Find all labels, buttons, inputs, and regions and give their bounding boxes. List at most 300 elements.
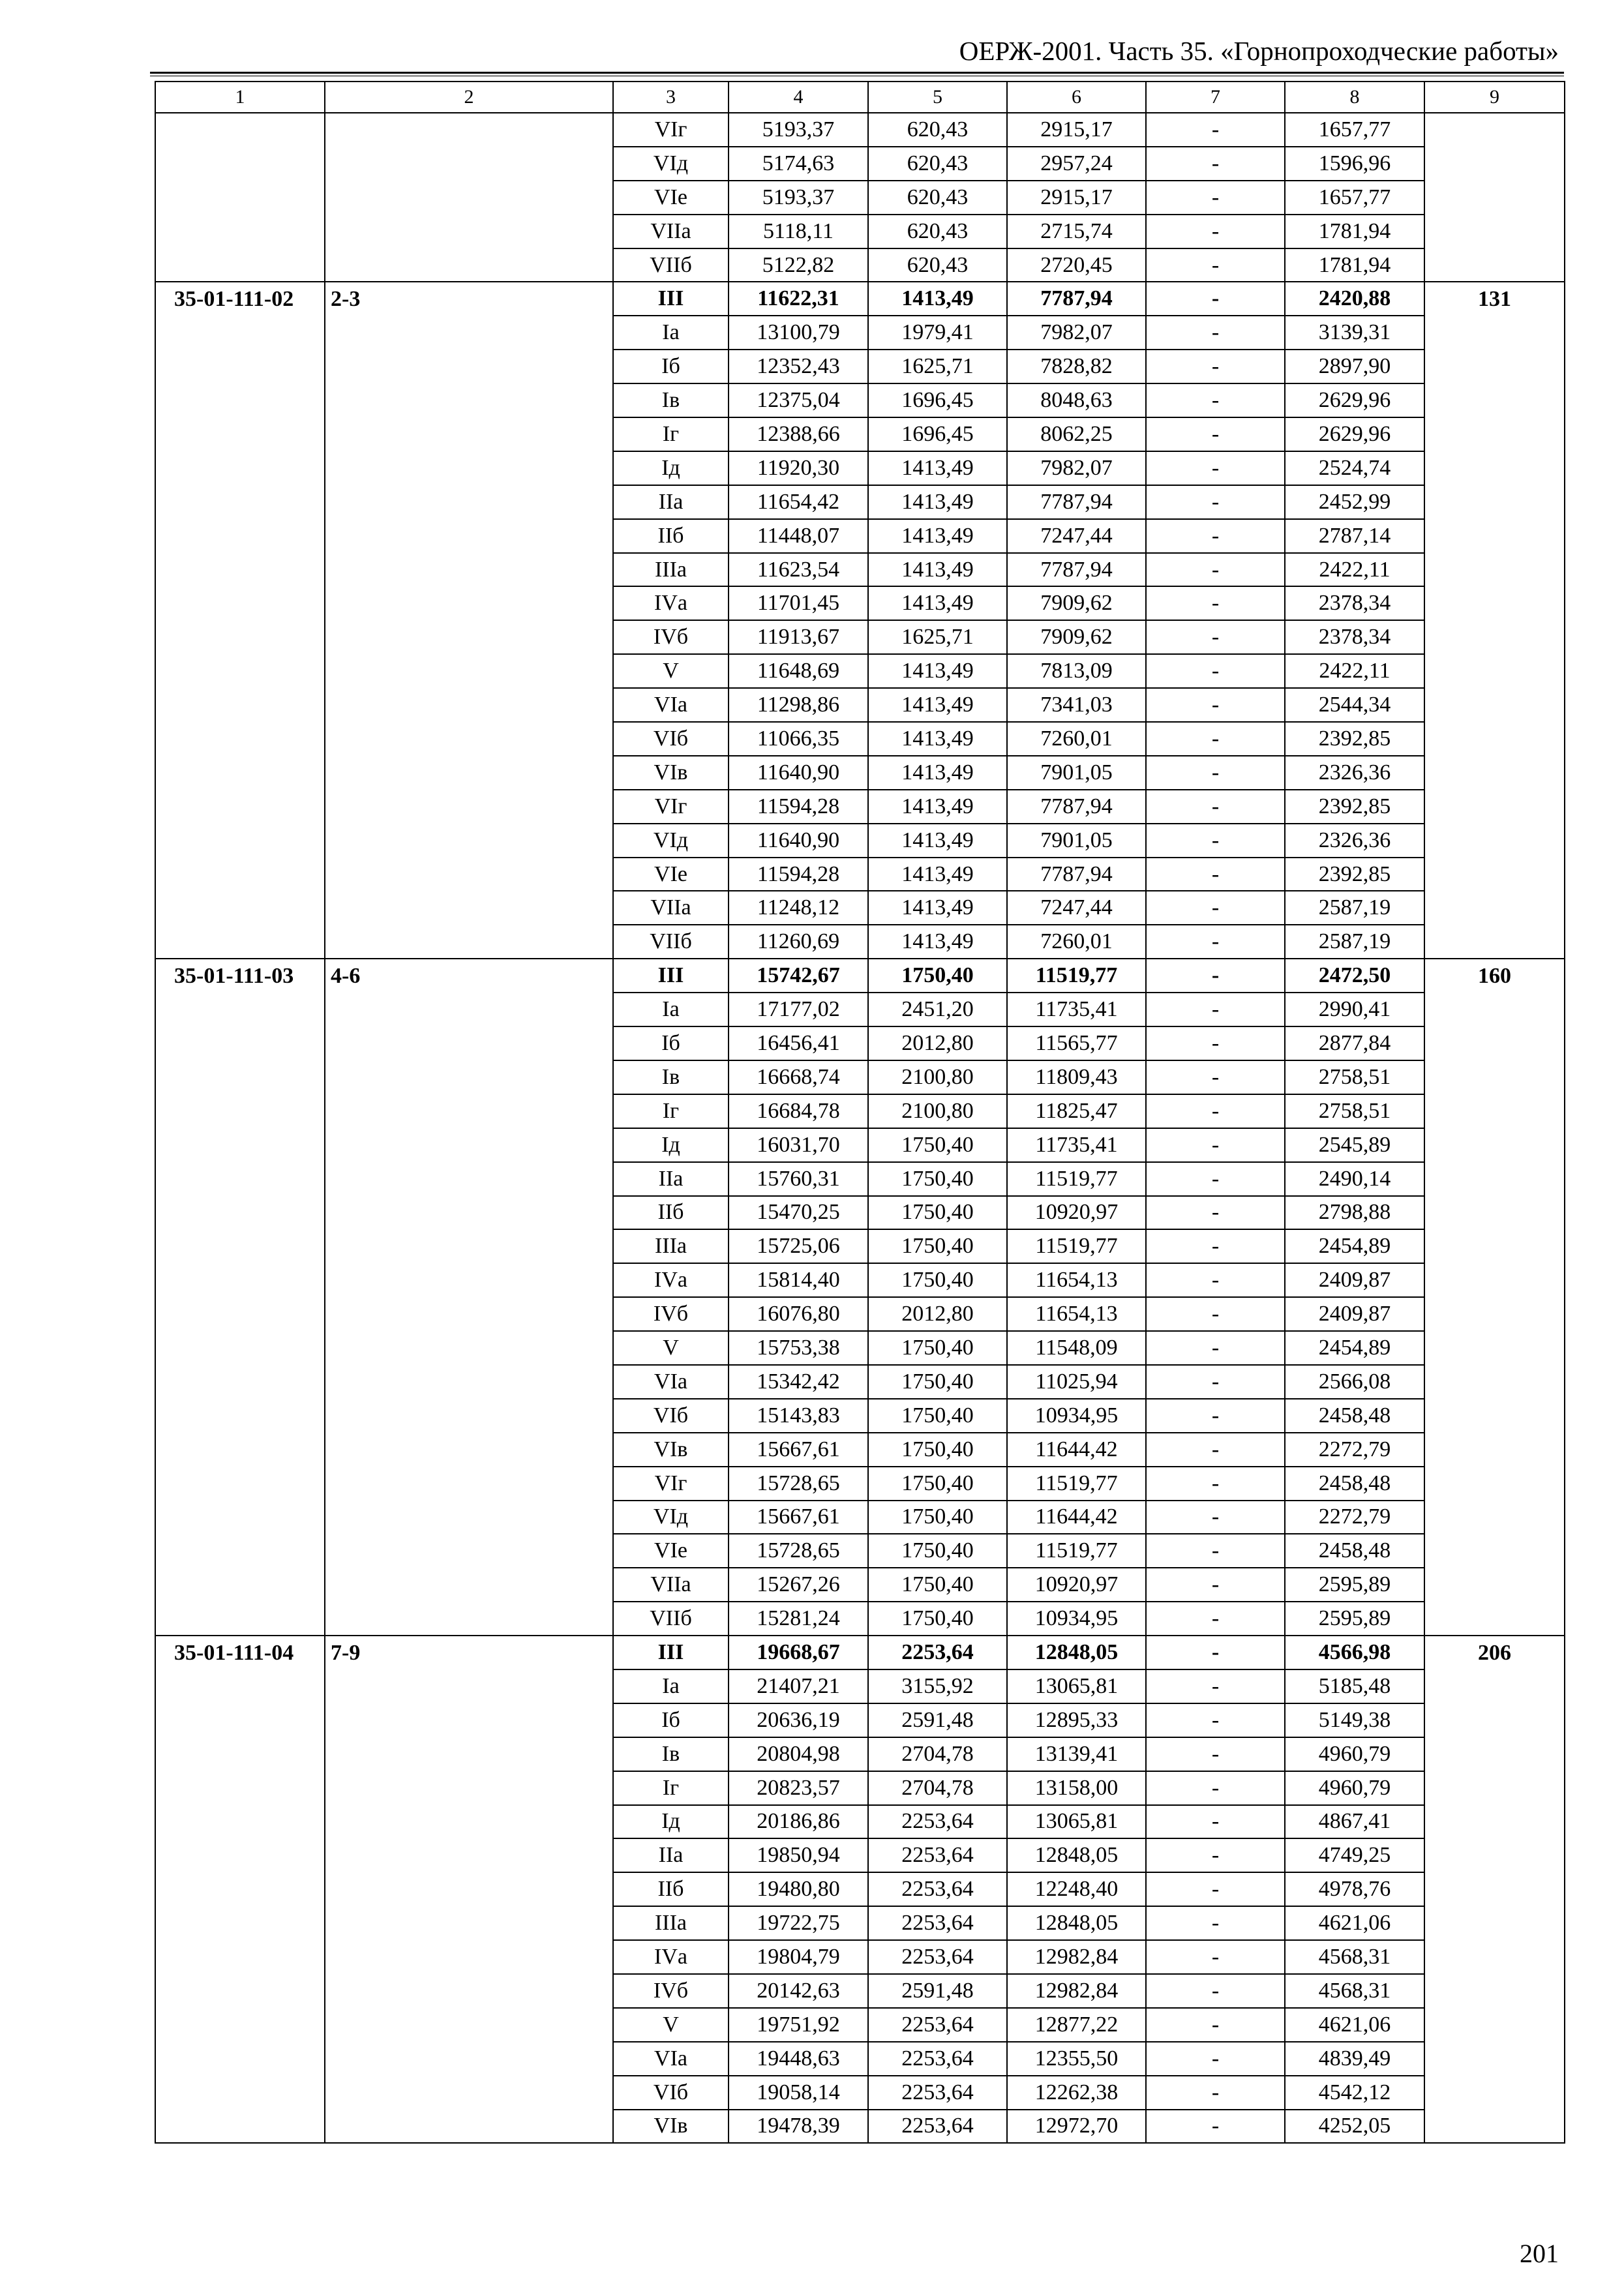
materials-cell: 2758,51 bbox=[1285, 1094, 1424, 1128]
machines-cell: 12848,05 bbox=[1007, 1636, 1146, 1669]
condition-cell: Iб bbox=[613, 1703, 729, 1737]
condition-cell: VIIб bbox=[613, 248, 729, 282]
total-cost-cell: 19058,14 bbox=[729, 2076, 868, 2110]
driver-wages-cell: - bbox=[1146, 1196, 1285, 1230]
total-cost-cell: 19850,94 bbox=[729, 1838, 868, 1872]
table-row-main bbox=[155, 282, 1565, 316]
machines-cell: 12972,70 bbox=[1007, 2110, 1146, 2144]
condition-cell: VIе bbox=[613, 858, 729, 891]
total-cost-cell: 15725,06 bbox=[729, 1229, 868, 1263]
machines-cell: 7901,05 bbox=[1007, 824, 1146, 858]
condition-cell: IVб bbox=[613, 620, 729, 654]
driver-wages-cell: - bbox=[1146, 519, 1285, 553]
driver-wages-cell: - bbox=[1146, 1872, 1285, 1906]
driver-wages-cell: - bbox=[1146, 1906, 1285, 1940]
materials-cell: 4542,12 bbox=[1285, 2076, 1424, 2110]
condition-cell: V bbox=[613, 654, 729, 688]
wages-cell: 1750,40 bbox=[868, 959, 1007, 993]
total-cost-cell: 5174,63 bbox=[729, 147, 868, 181]
condition-cell: VIг bbox=[613, 1467, 729, 1501]
total-cost-cell: 20636,19 bbox=[729, 1703, 868, 1737]
machines-cell: 7982,07 bbox=[1007, 316, 1146, 350]
driver-wages-cell: - bbox=[1146, 1602, 1285, 1636]
wages-cell: 2253,64 bbox=[868, 1906, 1007, 1940]
total-cost-cell: 21407,21 bbox=[729, 1669, 868, 1703]
wages-cell: 1413,49 bbox=[868, 282, 1007, 316]
wages-cell: 2591,48 bbox=[868, 1974, 1007, 2008]
condition-cell: VIд bbox=[613, 1501, 729, 1534]
condition-cell: IIа bbox=[613, 1838, 729, 1872]
column-number-7: 7 bbox=[1146, 82, 1285, 113]
total-cost-cell: 11913,67 bbox=[729, 620, 868, 654]
condition-cell: Iб bbox=[613, 350, 729, 383]
condition-cell: Iг bbox=[613, 417, 729, 451]
driver-wages-cell: - bbox=[1146, 722, 1285, 756]
driver-wages-cell: - bbox=[1146, 1974, 1285, 2008]
total-cost-cell: 16456,41 bbox=[729, 1026, 868, 1060]
machines-cell: 10934,95 bbox=[1007, 1602, 1146, 1636]
materials-cell: 2545,89 bbox=[1285, 1128, 1424, 1162]
driver-wages-cell: - bbox=[1146, 2076, 1285, 2110]
wages-cell: 620,43 bbox=[868, 248, 1007, 282]
materials-cell: 2990,41 bbox=[1285, 993, 1424, 1026]
condition-cell: VIIб bbox=[613, 1602, 729, 1636]
driver-wages-cell: - bbox=[1146, 1805, 1285, 1839]
wages-cell: 2591,48 bbox=[868, 1703, 1007, 1737]
total-cost-cell: 5118,11 bbox=[729, 215, 868, 248]
range-cell: 7-9 bbox=[325, 1636, 613, 2143]
column-number-9: 9 bbox=[1424, 82, 1565, 113]
driver-wages-cell: - bbox=[1146, 2008, 1285, 2042]
materials-cell: 4978,76 bbox=[1285, 1872, 1424, 1906]
materials-cell: 2378,34 bbox=[1285, 620, 1424, 654]
condition-cell: Iд bbox=[613, 1805, 729, 1839]
wages-cell: 2451,20 bbox=[868, 993, 1007, 1026]
condition-cell: VIв bbox=[613, 756, 729, 790]
driver-wages-cell: - bbox=[1146, 654, 1285, 688]
materials-cell: 1657,77 bbox=[1285, 113, 1424, 147]
condition-cell: IVа bbox=[613, 1263, 729, 1297]
machines-cell: 11809,43 bbox=[1007, 1060, 1146, 1094]
driver-wages-cell: - bbox=[1146, 858, 1285, 891]
driver-wages-cell: - bbox=[1146, 790, 1285, 824]
driver-wages-cell: - bbox=[1146, 1094, 1285, 1128]
materials-cell: 4568,31 bbox=[1285, 1974, 1424, 2008]
materials-cell: 2454,89 bbox=[1285, 1331, 1424, 1365]
machines-cell: 11519,77 bbox=[1007, 1534, 1146, 1568]
table-body bbox=[155, 82, 1565, 2143]
condition-cell: Iв bbox=[613, 1737, 729, 1771]
index-cell: 131 bbox=[1424, 282, 1565, 959]
total-cost-cell: 11701,45 bbox=[729, 586, 868, 620]
total-cost-cell: 12375,04 bbox=[729, 383, 868, 417]
wages-cell: 2253,64 bbox=[868, 1838, 1007, 1872]
driver-wages-cell: - bbox=[1146, 1331, 1285, 1365]
machines-cell: 2915,17 bbox=[1007, 113, 1146, 147]
wages-cell: 1413,49 bbox=[868, 485, 1007, 519]
condition-cell: VIв bbox=[613, 1433, 729, 1467]
wages-cell: 2253,64 bbox=[868, 2008, 1007, 2042]
wages-cell: 2253,64 bbox=[868, 2076, 1007, 2110]
driver-wages-cell: - bbox=[1146, 620, 1285, 654]
machines-cell: 11735,41 bbox=[1007, 1128, 1146, 1162]
driver-wages-cell: - bbox=[1146, 1297, 1285, 1331]
machines-cell: 12982,84 bbox=[1007, 1940, 1146, 1974]
driver-wages-cell: - bbox=[1146, 1838, 1285, 1872]
column-number-4: 4 bbox=[729, 82, 868, 113]
total-cost-cell: 11640,90 bbox=[729, 824, 868, 858]
wages-cell: 1696,45 bbox=[868, 417, 1007, 451]
materials-cell: 2422,11 bbox=[1285, 553, 1424, 587]
index-cell: 206 bbox=[1424, 1636, 1565, 2143]
column-number-3: 3 bbox=[613, 82, 729, 113]
materials-cell: 2272,79 bbox=[1285, 1433, 1424, 1467]
column-number-6: 6 bbox=[1007, 82, 1146, 113]
condition-cell: VIб bbox=[613, 2076, 729, 2110]
driver-wages-cell: - bbox=[1146, 688, 1285, 722]
wages-cell: 1413,49 bbox=[868, 722, 1007, 756]
materials-cell: 2587,19 bbox=[1285, 891, 1424, 925]
driver-wages-cell: - bbox=[1146, 1263, 1285, 1297]
wages-cell: 1625,71 bbox=[868, 620, 1007, 654]
materials-cell: 2877,84 bbox=[1285, 1026, 1424, 1060]
materials-cell: 2458,48 bbox=[1285, 1534, 1424, 1568]
total-cost-cell: 15742,67 bbox=[729, 959, 868, 993]
materials-cell: 2452,99 bbox=[1285, 485, 1424, 519]
total-cost-cell: 15267,26 bbox=[729, 1568, 868, 1602]
machines-cell: 11519,77 bbox=[1007, 1162, 1146, 1196]
materials-cell: 2392,85 bbox=[1285, 858, 1424, 891]
page-number: 201 bbox=[1520, 2239, 1559, 2268]
wages-cell: 2100,80 bbox=[868, 1060, 1007, 1094]
total-cost-cell: 16668,74 bbox=[729, 1060, 868, 1094]
condition-cell: VIг bbox=[613, 113, 729, 147]
condition-cell: IVб bbox=[613, 1974, 729, 2008]
machines-cell: 7787,94 bbox=[1007, 553, 1146, 587]
materials-cell: 2458,48 bbox=[1285, 1399, 1424, 1433]
machines-cell: 11735,41 bbox=[1007, 993, 1146, 1026]
wages-cell: 1413,49 bbox=[868, 756, 1007, 790]
driver-wages-cell: - bbox=[1146, 1737, 1285, 1771]
machines-cell: 13065,81 bbox=[1007, 1805, 1146, 1839]
driver-wages-cell: - bbox=[1146, 316, 1285, 350]
total-cost-cell: 11622,31 bbox=[729, 282, 868, 316]
materials-cell: 5149,38 bbox=[1285, 1703, 1424, 1737]
materials-cell: 2378,34 bbox=[1285, 586, 1424, 620]
total-cost-cell: 15342,42 bbox=[729, 1365, 868, 1399]
driver-wages-cell: - bbox=[1146, 1026, 1285, 1060]
materials-cell: 2392,85 bbox=[1285, 722, 1424, 756]
header-divider bbox=[150, 72, 1564, 76]
machines-cell: 11644,42 bbox=[1007, 1433, 1146, 1467]
driver-wages-cell: - bbox=[1146, 485, 1285, 519]
driver-wages-cell: - bbox=[1146, 1940, 1285, 1974]
wages-cell: 1413,49 bbox=[868, 519, 1007, 553]
machines-cell: 11519,77 bbox=[1007, 1467, 1146, 1501]
driver-wages-cell: - bbox=[1146, 1534, 1285, 1568]
total-cost-cell: 11648,69 bbox=[729, 654, 868, 688]
machines-cell: 8062,25 bbox=[1007, 417, 1146, 451]
total-cost-cell: 11066,35 bbox=[729, 722, 868, 756]
machines-cell: 13065,81 bbox=[1007, 1669, 1146, 1703]
wages-cell: 1750,40 bbox=[868, 1467, 1007, 1501]
materials-cell: 2454,89 bbox=[1285, 1229, 1424, 1263]
wages-cell: 1625,71 bbox=[868, 350, 1007, 383]
materials-cell: 5185,48 bbox=[1285, 1669, 1424, 1703]
condition-cell: IIIа bbox=[613, 1906, 729, 1940]
machines-cell: 7787,94 bbox=[1007, 790, 1146, 824]
wages-cell: 3155,92 bbox=[868, 1669, 1007, 1703]
code-cell: 35-01-111-02 bbox=[155, 282, 325, 959]
wages-cell: 1979,41 bbox=[868, 316, 1007, 350]
materials-cell: 2798,88 bbox=[1285, 1196, 1424, 1230]
wages-cell: 620,43 bbox=[868, 147, 1007, 181]
wages-cell: 1750,40 bbox=[868, 1433, 1007, 1467]
driver-wages-cell: - bbox=[1146, 282, 1285, 316]
total-cost-cell: 11594,28 bbox=[729, 858, 868, 891]
machines-cell: 13158,00 bbox=[1007, 1771, 1146, 1805]
materials-cell: 2629,96 bbox=[1285, 383, 1424, 417]
condition-cell: Iа bbox=[613, 316, 729, 350]
total-cost-cell: 15143,83 bbox=[729, 1399, 868, 1433]
wages-cell: 2253,64 bbox=[868, 1872, 1007, 1906]
wages-cell: 1696,45 bbox=[868, 383, 1007, 417]
condition-cell: Iг bbox=[613, 1094, 729, 1128]
total-cost-cell: 15814,40 bbox=[729, 1263, 868, 1297]
wages-cell: 1413,49 bbox=[868, 654, 1007, 688]
materials-cell: 4960,79 bbox=[1285, 1737, 1424, 1771]
driver-wages-cell: - bbox=[1146, 147, 1285, 181]
wages-cell: 1413,49 bbox=[868, 451, 1007, 485]
code-cell: 35-01-111-03 bbox=[155, 959, 325, 1636]
total-cost-cell: 19480,80 bbox=[729, 1872, 868, 1906]
machines-cell: 7909,62 bbox=[1007, 586, 1146, 620]
driver-wages-cell: - bbox=[1146, 993, 1285, 1026]
condition-cell: III bbox=[613, 1636, 729, 1669]
index-cell: 160 bbox=[1424, 959, 1565, 1636]
machines-cell: 12848,05 bbox=[1007, 1838, 1146, 1872]
materials-cell: 2566,08 bbox=[1285, 1365, 1424, 1399]
driver-wages-cell: - bbox=[1146, 891, 1285, 925]
wages-cell: 2253,64 bbox=[868, 1940, 1007, 1974]
total-cost-cell: 16684,78 bbox=[729, 1094, 868, 1128]
total-cost-cell: 5193,37 bbox=[729, 113, 868, 147]
wages-cell: 1750,40 bbox=[868, 1568, 1007, 1602]
total-cost-cell: 15667,61 bbox=[729, 1501, 868, 1534]
total-cost-cell: 17177,02 bbox=[729, 993, 868, 1026]
machines-cell: 12982,84 bbox=[1007, 1974, 1146, 2008]
wages-cell: 2253,64 bbox=[868, 1805, 1007, 1839]
machines-cell: 7260,01 bbox=[1007, 722, 1146, 756]
condition-cell: VIб bbox=[613, 722, 729, 756]
machines-cell: 10934,95 bbox=[1007, 1399, 1146, 1433]
range-cell bbox=[325, 113, 613, 282]
wages-cell: 1750,40 bbox=[868, 1534, 1007, 1568]
condition-cell: VIв bbox=[613, 2110, 729, 2144]
driver-wages-cell: - bbox=[1146, 248, 1285, 282]
condition-cell: III bbox=[613, 282, 729, 316]
driver-wages-cell: - bbox=[1146, 1568, 1285, 1602]
machines-cell: 11025,94 bbox=[1007, 1365, 1146, 1399]
wages-cell: 2100,80 bbox=[868, 1094, 1007, 1128]
machines-cell: 11565,77 bbox=[1007, 1026, 1146, 1060]
driver-wages-cell: - bbox=[1146, 1467, 1285, 1501]
machines-cell: 12248,40 bbox=[1007, 1872, 1146, 1906]
wages-cell: 1750,40 bbox=[868, 1501, 1007, 1534]
machines-cell: 12877,22 bbox=[1007, 2008, 1146, 2042]
materials-cell: 2422,11 bbox=[1285, 654, 1424, 688]
driver-wages-cell: - bbox=[1146, 2042, 1285, 2076]
wages-cell: 2704,78 bbox=[868, 1737, 1007, 1771]
driver-wages-cell: - bbox=[1146, 2110, 1285, 2144]
driver-wages-cell: - bbox=[1146, 1229, 1285, 1263]
condition-cell: Iб bbox=[613, 1026, 729, 1060]
wages-cell: 2012,80 bbox=[868, 1026, 1007, 1060]
total-cost-cell: 15667,61 bbox=[729, 1433, 868, 1467]
wages-cell: 1750,40 bbox=[868, 1365, 1007, 1399]
condition-cell: VIIа bbox=[613, 215, 729, 248]
condition-cell: Iв bbox=[613, 1060, 729, 1094]
machines-cell: 8048,63 bbox=[1007, 383, 1146, 417]
wages-cell: 2704,78 bbox=[868, 1771, 1007, 1805]
driver-wages-cell: - bbox=[1146, 959, 1285, 993]
materials-cell: 2458,48 bbox=[1285, 1467, 1424, 1501]
total-cost-cell: 16031,70 bbox=[729, 1128, 868, 1162]
machines-cell: 7828,82 bbox=[1007, 350, 1146, 383]
machines-cell: 10920,97 bbox=[1007, 1568, 1146, 1602]
total-cost-cell: 19448,63 bbox=[729, 2042, 868, 2076]
wages-cell: 1413,49 bbox=[868, 925, 1007, 959]
machines-cell: 12355,50 bbox=[1007, 2042, 1146, 2076]
condition-cell: Iа bbox=[613, 993, 729, 1026]
condition-cell: V bbox=[613, 2008, 729, 2042]
wages-cell: 1413,49 bbox=[868, 688, 1007, 722]
table-row-main bbox=[155, 959, 1565, 993]
total-cost-cell: 11640,90 bbox=[729, 756, 868, 790]
wages-cell: 1750,40 bbox=[868, 1399, 1007, 1433]
materials-cell: 1596,96 bbox=[1285, 147, 1424, 181]
machines-cell: 11825,47 bbox=[1007, 1094, 1146, 1128]
total-cost-cell: 11594,28 bbox=[729, 790, 868, 824]
wages-cell: 2253,64 bbox=[868, 2110, 1007, 2144]
machines-cell: 7787,94 bbox=[1007, 858, 1146, 891]
materials-cell: 2595,89 bbox=[1285, 1568, 1424, 1602]
materials-cell: 2326,36 bbox=[1285, 756, 1424, 790]
total-cost-cell: 15728,65 bbox=[729, 1534, 868, 1568]
machines-cell: 7341,03 bbox=[1007, 688, 1146, 722]
machines-cell: 11654,13 bbox=[1007, 1297, 1146, 1331]
total-cost-cell: 16076,80 bbox=[729, 1297, 868, 1331]
materials-cell: 2409,87 bbox=[1285, 1297, 1424, 1331]
machines-cell: 7260,01 bbox=[1007, 925, 1146, 959]
condition-cell: Iд bbox=[613, 1128, 729, 1162]
machines-cell: 2957,24 bbox=[1007, 147, 1146, 181]
materials-cell: 2420,88 bbox=[1285, 282, 1424, 316]
materials-cell: 1781,94 bbox=[1285, 215, 1424, 248]
materials-cell: 1781,94 bbox=[1285, 248, 1424, 282]
condition-cell: IVа bbox=[613, 1940, 729, 1974]
wages-cell: 1750,40 bbox=[868, 1196, 1007, 1230]
materials-cell: 4252,05 bbox=[1285, 2110, 1424, 2144]
condition-cell: VIIа bbox=[613, 1568, 729, 1602]
condition-cell: VIе bbox=[613, 1534, 729, 1568]
total-cost-cell: 11248,12 bbox=[729, 891, 868, 925]
wages-cell: 1413,49 bbox=[868, 553, 1007, 587]
machines-cell: 7247,44 bbox=[1007, 519, 1146, 553]
condition-cell: VIе bbox=[613, 181, 729, 215]
condition-cell: IIб bbox=[613, 1196, 729, 1230]
total-cost-cell: 20804,98 bbox=[729, 1737, 868, 1771]
materials-cell: 2595,89 bbox=[1285, 1602, 1424, 1636]
total-cost-cell: 5122,82 bbox=[729, 248, 868, 282]
condition-cell: Iв bbox=[613, 383, 729, 417]
total-cost-cell: 11260,69 bbox=[729, 925, 868, 959]
price-table bbox=[155, 81, 1565, 2144]
column-number-2: 2 bbox=[325, 82, 613, 113]
materials-cell: 4749,25 bbox=[1285, 1838, 1424, 1872]
wages-cell: 1750,40 bbox=[868, 1229, 1007, 1263]
condition-cell: Iа bbox=[613, 1669, 729, 1703]
wages-cell: 620,43 bbox=[868, 113, 1007, 147]
driver-wages-cell: - bbox=[1146, 1128, 1285, 1162]
index-cell bbox=[1424, 113, 1565, 282]
wages-cell: 1413,49 bbox=[868, 586, 1007, 620]
wages-cell: 1750,40 bbox=[868, 1331, 1007, 1365]
wages-cell: 1413,49 bbox=[868, 891, 1007, 925]
machines-cell: 11654,13 bbox=[1007, 1263, 1146, 1297]
condition-cell: IIб bbox=[613, 519, 729, 553]
machines-cell: 7813,09 bbox=[1007, 654, 1146, 688]
total-cost-cell: 15760,31 bbox=[729, 1162, 868, 1196]
driver-wages-cell: - bbox=[1146, 1669, 1285, 1703]
total-cost-cell: 15281,24 bbox=[729, 1602, 868, 1636]
materials-cell: 2409,87 bbox=[1285, 1263, 1424, 1297]
materials-cell: 2490,14 bbox=[1285, 1162, 1424, 1196]
materials-cell: 2472,50 bbox=[1285, 959, 1424, 993]
machines-cell: 2715,74 bbox=[1007, 215, 1146, 248]
total-cost-cell: 12388,66 bbox=[729, 417, 868, 451]
wages-cell: 1413,49 bbox=[868, 824, 1007, 858]
materials-cell: 4566,98 bbox=[1285, 1636, 1424, 1669]
materials-cell: 2392,85 bbox=[1285, 790, 1424, 824]
condition-cell: IVб bbox=[613, 1297, 729, 1331]
driver-wages-cell: - bbox=[1146, 1703, 1285, 1737]
condition-cell: V bbox=[613, 1331, 729, 1365]
condition-cell: IIб bbox=[613, 1872, 729, 1906]
materials-cell: 3139,31 bbox=[1285, 316, 1424, 350]
total-cost-cell: 20142,63 bbox=[729, 1974, 868, 2008]
driver-wages-cell: - bbox=[1146, 756, 1285, 790]
condition-cell: VIIб bbox=[613, 925, 729, 959]
column-number-row bbox=[155, 82, 1565, 113]
total-cost-cell: 5193,37 bbox=[729, 181, 868, 215]
machines-cell: 11519,77 bbox=[1007, 959, 1146, 993]
column-number-8: 8 bbox=[1285, 82, 1424, 113]
driver-wages-cell: - bbox=[1146, 1636, 1285, 1669]
wages-cell: 1413,49 bbox=[868, 858, 1007, 891]
condition-cell: VIб bbox=[613, 1399, 729, 1433]
driver-wages-cell: - bbox=[1146, 215, 1285, 248]
machines-cell: 10920,97 bbox=[1007, 1196, 1146, 1230]
wages-cell: 620,43 bbox=[868, 215, 1007, 248]
materials-cell: 2587,19 bbox=[1285, 925, 1424, 959]
range-cell: 4-6 bbox=[325, 959, 613, 1636]
machines-cell: 2720,45 bbox=[1007, 248, 1146, 282]
materials-cell: 4568,31 bbox=[1285, 1940, 1424, 1974]
condition-cell: Iд bbox=[613, 451, 729, 485]
materials-cell: 4960,79 bbox=[1285, 1771, 1424, 1805]
total-cost-cell: 19722,75 bbox=[729, 1906, 868, 1940]
